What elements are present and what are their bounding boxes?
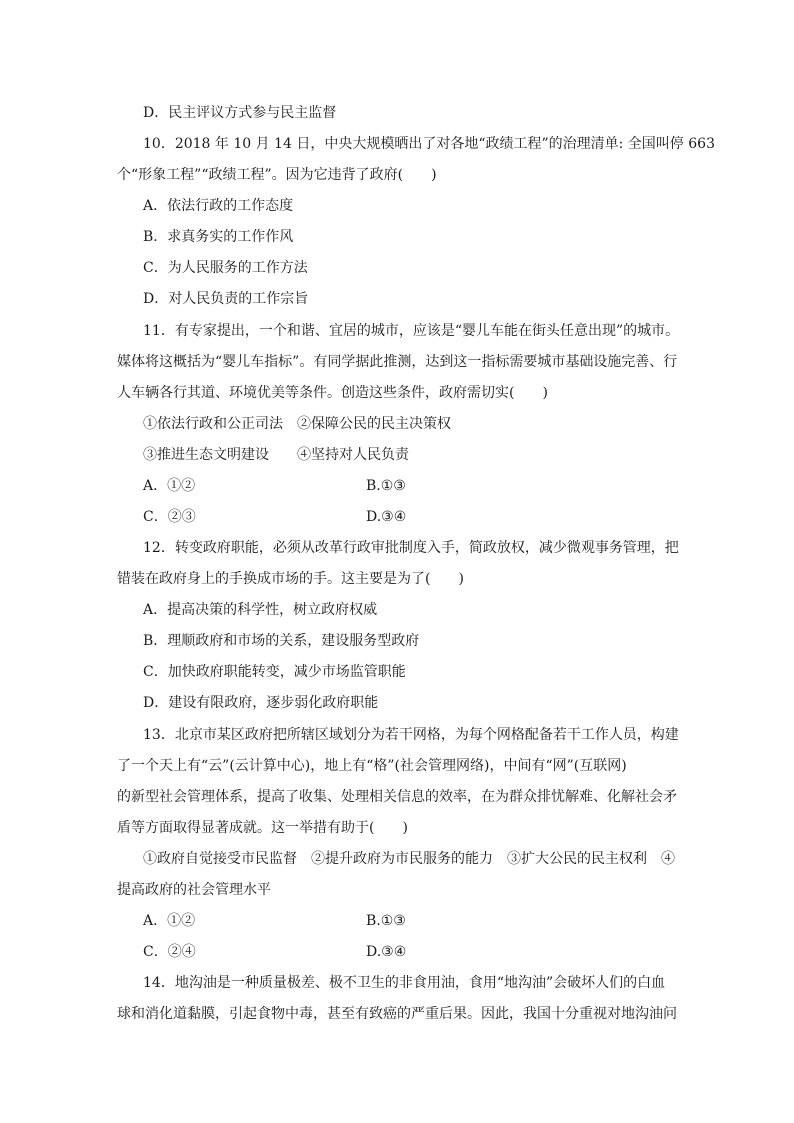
q11-option-a: A．①② <box>143 478 196 494</box>
q10-option-d: D．对人民负责的工作宗旨 <box>143 291 309 307</box>
q13-option-c: C．②④ <box>143 944 196 960</box>
q11-stem-line-3: 人车辆各行其道、环境优美等条件。创造这些条件，政府需切实( ) <box>117 385 548 401</box>
q10-option-a: A．依法行政的工作态度 <box>143 198 294 214</box>
q13-option-a: A．①② <box>143 913 196 929</box>
q13-option-b: B.①③ <box>366 913 406 929</box>
q11-option-b: B.①③ <box>366 478 406 494</box>
q11-option-c: C．②③ <box>143 509 196 525</box>
q13-stem-line-1: 13．北京市某区政府把所辖区域划分为若干网格，为每个网格配备若干工作人员，构建 <box>143 727 679 743</box>
q12-stem-line-2: 错装在政府身上的手换成市场的手。这主要是为了( ) <box>117 571 464 587</box>
q12-stem-line-1: 12．转变政府职能，必须从改革行政审批制度入手，简政放权，减少微观事务管理，把 <box>143 540 679 556</box>
q13-statements-1: ①政府自觉接受市民监督 ②提升政府为市民服务的能力 ③扩大公民的民主权利 ④ <box>143 851 675 867</box>
q11-statements-1: ①依法行政和公正司法 ②保障公民的民主决策权 <box>143 416 451 432</box>
q12-option-c: C．加快政府职能转变，减少市场监管职能 <box>143 664 406 680</box>
q13-stem-line-2: 了一个天上有“云”(云计算中心)，地上有“格”(社会管理网络)，中间有“网”(互联网) <box>117 758 627 774</box>
q13-option-d: D.③④ <box>366 944 407 960</box>
q14-stem-line-2: 球和消化道黏膜，引起食物中毒，甚至有致癌的严重后果。因此，我国十分重视对地沟油问 <box>117 1006 677 1022</box>
q12-option-a: A．提高决策的科学性，树立政府权威 <box>143 602 378 618</box>
q12-option-b: B．理顺政府和市场的关系，建设服务型政府 <box>143 633 420 649</box>
q13-statements-2: 提高政府的社会管理水平 <box>117 882 271 898</box>
q10-option-b: B．求真务实的工作作风 <box>143 229 294 245</box>
q10-stem-line-1: 10．2018 年 10 月 14 日，中央大规模晒出了对各地“政绩工程”的治理清单: 全国叫停 663 <box>143 136 715 152</box>
q13-stem-line-4: 盾等方面取得显著成就。这一举措有助于( ) <box>117 820 408 836</box>
q10-option-c: C．为人民服务的工作方法 <box>143 260 308 276</box>
q10-stem-line-2: 个“形象工程”“政绩工程”。因为它违背了政府( ) <box>117 167 437 183</box>
q11-option-d: D.③④ <box>366 509 407 525</box>
q11-statements-2: ③推进生态文明建设 ④坚持对人民负责 <box>143 447 409 463</box>
q12-option-d: D．建设有限政府，逐步弱化政府职能 <box>143 695 379 711</box>
q14-stem-line-1: 14．地沟油是一种质量极差、极不卫生的非食用油，食用“地沟油”会破坏人们的白血 <box>143 975 666 991</box>
q9-option-d: D．民主评议方式参与民主监督 <box>143 105 337 121</box>
q13-stem-line-3: 的新型社会管理体系，提高了收集、处理相关信息的效率，在为群众排忧解难、化解社会矛 <box>117 789 677 805</box>
q11-stem-line-1: 11．有专家提出，一个和谐、宜居的城市，应该是“婴儿车能在街头任意出现”的城市。 <box>143 323 680 339</box>
q11-stem-line-2: 媒体将这概括为“婴儿车指标”。有同学据此推测，达到这一指标需要城市基础设施完善、行 <box>117 354 678 370</box>
